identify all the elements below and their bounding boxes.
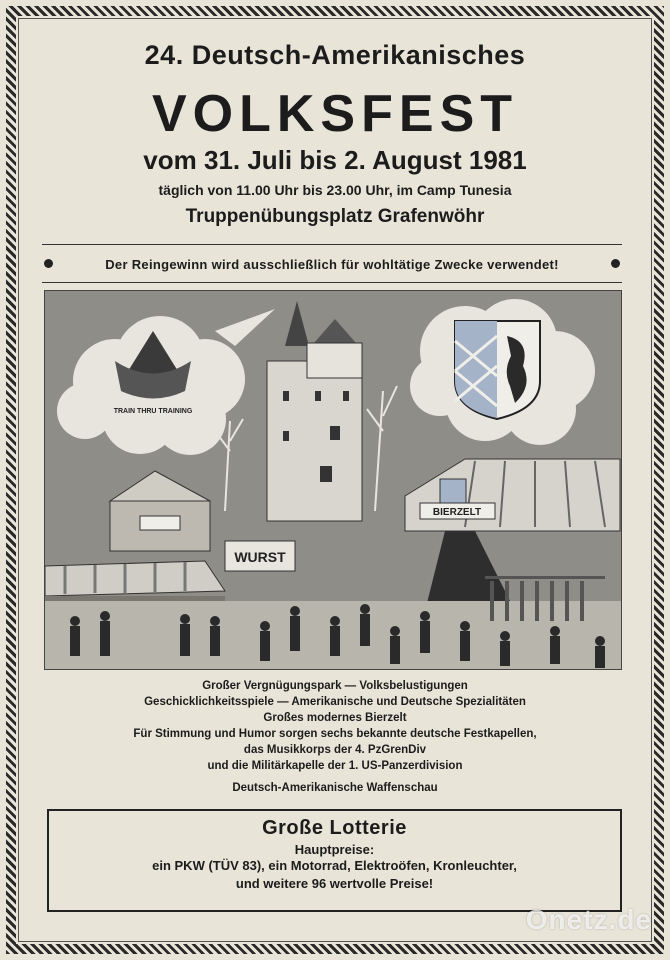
bullet-right-icon — [611, 259, 620, 268]
program-description — [0, 678, 670, 796]
festival-scene — [45, 291, 621, 669]
divider-top — [42, 244, 622, 245]
watermark: Onetz.de — [525, 904, 652, 935]
description-line: Geschicklichkeitsspiele — Amerikanische und Deutsche Spezialitäten — [144, 696, 526, 708]
wurst-stand — [225, 541, 295, 571]
page-title: VOLKSFEST — [151, 85, 519, 143]
description-line: und die Militärkapelle der 1. US-Panzerdivision — [207, 760, 463, 772]
description-line: Großes modernes Bierzelt — [263, 712, 407, 724]
description-line: Großer Vergnügungspark — Volksbelustigungen — [202, 680, 468, 692]
lottery-box — [47, 809, 622, 912]
coat-of-arms-icon — [455, 321, 540, 419]
event-times: täglich von 11.00 Uhr bis 23.00 Uhr, im Camp Tunesia — [158, 182, 512, 198]
lottery-title: Große Lotterie — [262, 817, 407, 839]
charity-notice — [42, 256, 622, 272]
description-line: das Musikkorps der 4. PzGrenDiv — [243, 744, 427, 756]
bullet-left-icon — [44, 259, 53, 268]
bierzelt-sign: BIERZELT — [432, 507, 482, 518]
event-edition-line: 24. Deutsch-Amerikanisches — [144, 40, 526, 70]
lottery-prizes-line1: ein PKW (TÜV 83), ein Motorrad, Elektroöfen, Kronleuchter, — [152, 858, 517, 873]
description-line: Für Stimmung und Humor sorgen sechs bekannte deutsche Festkapellen, — [133, 728, 537, 740]
lottery-subtitle: Hauptpreise: — [294, 842, 375, 857]
description-line-last: Deutsch-Amerikanische Waffenschau — [232, 782, 438, 794]
divider-bottom — [42, 282, 622, 283]
emblem-text: TRAIN THRU TRAINING — [113, 408, 193, 415]
event-dates: vom 31. Juli bis 2. August 1981 — [143, 145, 527, 175]
lottery-prizes-line2: und weitere 96 wertvolle Preise! — [235, 876, 434, 891]
event-location: Truppenübungsplatz Grafenwöhr — [185, 206, 485, 227]
festival-illustration — [44, 290, 622, 670]
wurst-sign: WURST — [234, 549, 286, 565]
charity-notice-text: Der Reingewinn wird ausschließlich für wohltätige Zwecke verwendet! — [105, 256, 559, 272]
